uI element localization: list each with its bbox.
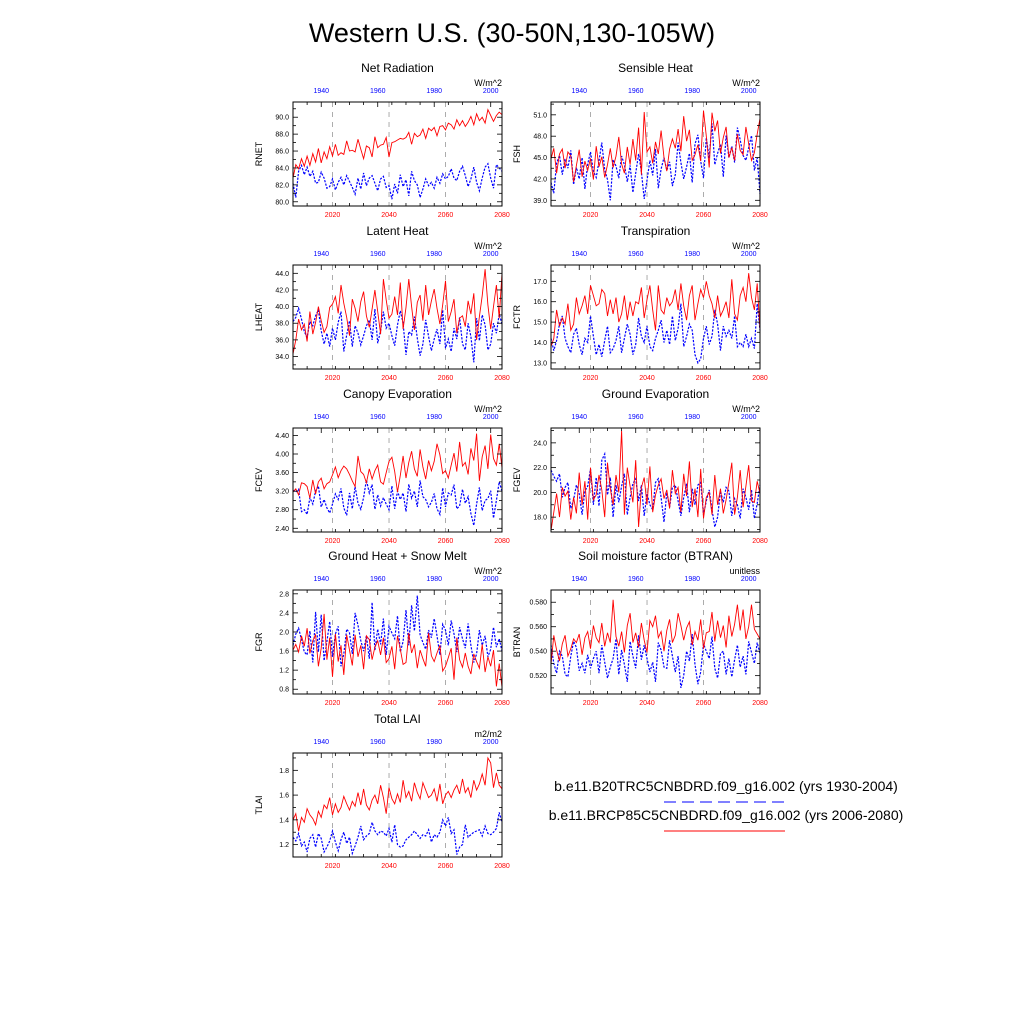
x-tick-label-bottom: 2040 bbox=[639, 700, 655, 707]
x-tick-label-bottom: 2040 bbox=[381, 212, 397, 219]
x-tick-label-bottom: 2060 bbox=[437, 863, 454, 870]
y-tick-label: 1.2 bbox=[279, 667, 289, 675]
panels bbox=[254, 61, 768, 870]
panel-fctr bbox=[512, 224, 768, 382]
panel-fgr bbox=[254, 549, 510, 707]
units-label: W/m^2 bbox=[474, 404, 502, 414]
x-tick-label-top: 1980 bbox=[426, 739, 443, 746]
x-tick-label-bottom: 2060 bbox=[695, 375, 712, 382]
x-tick-label-top: 2000 bbox=[482, 739, 499, 746]
y-tick-label: 2.8 bbox=[279, 591, 289, 599]
x-tick-label-top: 1980 bbox=[684, 576, 701, 583]
plot-frame bbox=[551, 428, 760, 532]
series-line-future bbox=[551, 273, 760, 346]
series-line-historical bbox=[551, 304, 760, 363]
x-tick-label-bottom: 2020 bbox=[582, 700, 599, 707]
plot-frame bbox=[293, 428, 502, 532]
y-tick-label: 22.0 bbox=[533, 465, 547, 473]
units-label: W/m^2 bbox=[732, 241, 760, 251]
y-tick-label: 88.0 bbox=[275, 131, 289, 139]
x-tick-label-top: 2000 bbox=[482, 576, 499, 583]
y-tick-label: 39.0 bbox=[533, 197, 547, 205]
legend bbox=[549, 778, 904, 831]
y-tick-label: 90.0 bbox=[275, 114, 289, 122]
x-tick-label-top: 2000 bbox=[740, 88, 757, 95]
y-tick-label: 48.0 bbox=[533, 133, 547, 141]
x-tick-label-bottom: 2080 bbox=[752, 212, 768, 219]
series-line-historical bbox=[293, 480, 502, 526]
panel-title: Net Radiation bbox=[361, 61, 434, 75]
y-tick-label: 3.20 bbox=[275, 488, 289, 496]
plot-frame bbox=[293, 265, 502, 369]
x-tick-label-top: 1940 bbox=[571, 414, 588, 421]
x-tick-label-top: 1980 bbox=[426, 88, 443, 95]
y-tick-label: 17.0 bbox=[533, 278, 547, 286]
y-axis-label: FGEV bbox=[512, 467, 522, 493]
x-tick-label-top: 2000 bbox=[482, 414, 499, 421]
series-line-historical bbox=[551, 123, 760, 200]
y-tick-label: 42.0 bbox=[275, 287, 289, 295]
panel-rnet bbox=[254, 61, 510, 219]
x-tick-label-bottom: 2020 bbox=[324, 375, 341, 382]
x-tick-label-top: 1940 bbox=[313, 251, 330, 258]
y-tick-label: 1.6 bbox=[279, 792, 289, 800]
legend-label-future: b.e11.BRCP85C5CNBDRD.f09_g16.002 (yrs 2006-2080) bbox=[548, 807, 904, 823]
x-tick-label-bottom: 2060 bbox=[437, 212, 454, 219]
series-line-future bbox=[293, 434, 502, 499]
y-tick-label: 36.0 bbox=[275, 337, 289, 345]
series-line-future bbox=[551, 111, 760, 182]
y-tick-label: 2.80 bbox=[275, 507, 289, 515]
x-tick-label-bottom: 2020 bbox=[324, 863, 341, 870]
x-tick-label-top: 1960 bbox=[369, 88, 386, 95]
series-line-future bbox=[551, 600, 760, 665]
x-tick-label-bottom: 2080 bbox=[752, 700, 768, 707]
x-tick-label-top: 1980 bbox=[426, 251, 443, 258]
panel-btran bbox=[512, 549, 768, 707]
x-tick-label-bottom: 2080 bbox=[494, 538, 510, 545]
y-tick-label: 0.540 bbox=[529, 648, 547, 656]
series-line-future bbox=[293, 614, 502, 687]
x-tick-label-bottom: 2080 bbox=[494, 863, 510, 870]
panel-title: Ground Heat + Snow Melt bbox=[328, 549, 467, 563]
x-tick-label-top: 1940 bbox=[313, 88, 330, 95]
y-tick-label: 82.0 bbox=[275, 182, 289, 190]
x-tick-label-top: 1940 bbox=[571, 576, 588, 583]
y-tick-label: 42.0 bbox=[533, 176, 547, 184]
x-tick-label-top: 1960 bbox=[627, 576, 644, 583]
y-tick-label: 15.0 bbox=[533, 319, 547, 327]
x-tick-label-bottom: 2060 bbox=[695, 212, 712, 219]
y-tick-label: 84.0 bbox=[275, 165, 289, 173]
x-tick-label-bottom: 2060 bbox=[695, 538, 712, 545]
y-axis-label: FSH bbox=[512, 145, 522, 163]
x-tick-label-top: 1940 bbox=[313, 739, 330, 746]
y-tick-label: 80.0 bbox=[275, 199, 289, 207]
y-tick-label: 0.580 bbox=[529, 599, 547, 607]
x-tick-label-bottom: 2020 bbox=[324, 538, 341, 545]
y-tick-label: 16.0 bbox=[533, 299, 547, 307]
x-tick-label-top: 1980 bbox=[426, 414, 443, 421]
y-tick-label: 38.0 bbox=[275, 320, 289, 328]
x-tick-label-top: 1960 bbox=[627, 88, 644, 95]
x-tick-label-bottom: 2040 bbox=[381, 538, 397, 545]
y-tick-label: 24.0 bbox=[533, 440, 547, 448]
panel-title: Ground Evaporation bbox=[601, 387, 710, 401]
y-tick-label: 3.60 bbox=[275, 470, 289, 478]
y-tick-label: 13.0 bbox=[533, 360, 547, 368]
y-tick-label: 2.4 bbox=[279, 610, 289, 618]
y-tick-label: 44.0 bbox=[275, 270, 289, 278]
y-tick-label: 0.520 bbox=[529, 673, 547, 681]
panel-title: Canopy Evaporation bbox=[343, 387, 452, 401]
x-tick-label-bottom: 2060 bbox=[695, 700, 712, 707]
x-tick-label-bottom: 2060 bbox=[437, 700, 454, 707]
x-tick-label-top: 2000 bbox=[482, 251, 499, 258]
x-tick-label-top: 2000 bbox=[740, 414, 757, 421]
panel-title: Latent Heat bbox=[366, 224, 429, 238]
series-line-historical bbox=[551, 454, 760, 527]
y-tick-label: 20.0 bbox=[533, 489, 547, 497]
x-tick-label-top: 1980 bbox=[426, 576, 443, 583]
x-tick-label-bottom: 2020 bbox=[324, 700, 341, 707]
y-tick-label: 14.0 bbox=[533, 339, 547, 347]
series-line-future bbox=[551, 431, 760, 531]
series-line-historical bbox=[293, 596, 502, 667]
y-tick-label: 0.560 bbox=[529, 624, 547, 632]
y-tick-label: 1.8 bbox=[279, 767, 289, 775]
legend-label-historical: b.e11.B20TRC5CNBDRD.f09_g16.002 (yrs 1930-2004) bbox=[554, 778, 898, 794]
y-tick-label: 1.2 bbox=[279, 842, 289, 850]
x-tick-label-bottom: 2080 bbox=[494, 375, 510, 382]
y-tick-label: 4.00 bbox=[275, 451, 289, 459]
y-tick-label: 1.6 bbox=[279, 648, 289, 656]
x-tick-label-top: 1940 bbox=[571, 88, 588, 95]
y-axis-label: LHEAT bbox=[254, 302, 264, 332]
x-tick-label-top: 1960 bbox=[369, 251, 386, 258]
x-tick-label-top: 1960 bbox=[369, 576, 386, 583]
x-tick-label-bottom: 2080 bbox=[494, 700, 510, 707]
y-axis-label: BTRAN bbox=[512, 626, 522, 658]
y-axis-label: FCTR bbox=[512, 305, 522, 329]
y-tick-label: 4.40 bbox=[275, 432, 289, 440]
y-tick-label: 34.0 bbox=[275, 354, 289, 362]
panel-fcev bbox=[254, 387, 510, 545]
x-tick-label-bottom: 2040 bbox=[381, 700, 397, 707]
x-tick-label-top: 2000 bbox=[740, 576, 757, 583]
x-tick-label-bottom: 2060 bbox=[437, 375, 454, 382]
y-axis-label: FGR bbox=[254, 632, 264, 652]
x-tick-label-bottom: 2020 bbox=[582, 538, 599, 545]
x-tick-label-bottom: 2040 bbox=[381, 375, 397, 382]
x-tick-label-bottom: 2080 bbox=[752, 375, 768, 382]
y-tick-label: 0.8 bbox=[279, 686, 289, 694]
y-axis-label: RNET bbox=[254, 141, 264, 167]
x-tick-label-bottom: 2040 bbox=[639, 212, 655, 219]
x-tick-label-top: 1980 bbox=[684, 251, 701, 258]
y-tick-label: 2.0 bbox=[279, 629, 289, 637]
panel-fgev bbox=[512, 387, 768, 545]
y-tick-label: 1.4 bbox=[279, 817, 289, 825]
x-tick-label-top: 1940 bbox=[313, 414, 330, 421]
y-tick-label: 45.0 bbox=[533, 155, 547, 163]
x-tick-label-bottom: 2080 bbox=[752, 538, 768, 545]
panel-tlai bbox=[254, 712, 510, 870]
x-tick-label-bottom: 2040 bbox=[381, 863, 397, 870]
x-tick-label-bottom: 2060 bbox=[437, 538, 454, 545]
x-tick-label-bottom: 2020 bbox=[324, 212, 341, 219]
figure-title: Western U.S. (30-50N,130-105W) bbox=[308, 18, 716, 48]
panel-title: Total LAI bbox=[374, 712, 421, 726]
units-label: W/m^2 bbox=[474, 78, 502, 88]
series-line-historical bbox=[293, 308, 502, 362]
x-tick-label-top: 2000 bbox=[482, 88, 499, 95]
x-tick-label-top: 1960 bbox=[369, 739, 386, 746]
x-tick-label-bottom: 2080 bbox=[494, 212, 510, 219]
series-line-historical bbox=[551, 634, 760, 688]
panel-title: Transpiration bbox=[620, 224, 691, 238]
panel-lheat bbox=[254, 224, 510, 382]
x-tick-label-bottom: 2040 bbox=[639, 375, 655, 382]
x-tick-label-top: 2000 bbox=[740, 251, 757, 258]
x-tick-label-top: 1940 bbox=[313, 576, 330, 583]
units-label: W/m^2 bbox=[474, 241, 502, 251]
y-tick-label: 40.0 bbox=[275, 304, 289, 312]
y-axis-label: FCEV bbox=[254, 467, 264, 493]
y-tick-label: 86.0 bbox=[275, 148, 289, 156]
units-label: W/m^2 bbox=[732, 78, 760, 88]
series-line-future bbox=[293, 758, 502, 831]
units-label: W/m^2 bbox=[474, 566, 502, 576]
units-label: m2/m2 bbox=[474, 729, 502, 739]
y-axis-label: TLAI bbox=[254, 795, 264, 815]
y-tick-label: 18.0 bbox=[533, 514, 547, 522]
x-tick-label-bottom: 2040 bbox=[639, 538, 655, 545]
x-tick-label-top: 1980 bbox=[684, 88, 701, 95]
x-tick-label-bottom: 2020 bbox=[582, 212, 599, 219]
series-line-future bbox=[293, 110, 502, 179]
y-tick-label: 2.40 bbox=[275, 525, 289, 533]
panel-fsh bbox=[512, 61, 768, 219]
x-tick-label-top: 1960 bbox=[627, 414, 644, 421]
y-tick-label: 51.0 bbox=[533, 112, 547, 120]
x-tick-label-top: 1960 bbox=[369, 414, 386, 421]
units-label: W/m^2 bbox=[732, 404, 760, 414]
x-tick-label-top: 1960 bbox=[627, 251, 644, 258]
series-line-historical bbox=[293, 812, 502, 854]
x-tick-label-top: 1980 bbox=[684, 414, 701, 421]
series-line-historical bbox=[293, 164, 502, 200]
units-label: unitless bbox=[729, 566, 760, 576]
x-tick-label-top: 1940 bbox=[571, 251, 588, 258]
panel-title: Soil moisture factor (BTRAN) bbox=[578, 549, 733, 563]
x-tick-label-bottom: 2020 bbox=[582, 375, 599, 382]
panel-title: Sensible Heat bbox=[618, 61, 693, 75]
